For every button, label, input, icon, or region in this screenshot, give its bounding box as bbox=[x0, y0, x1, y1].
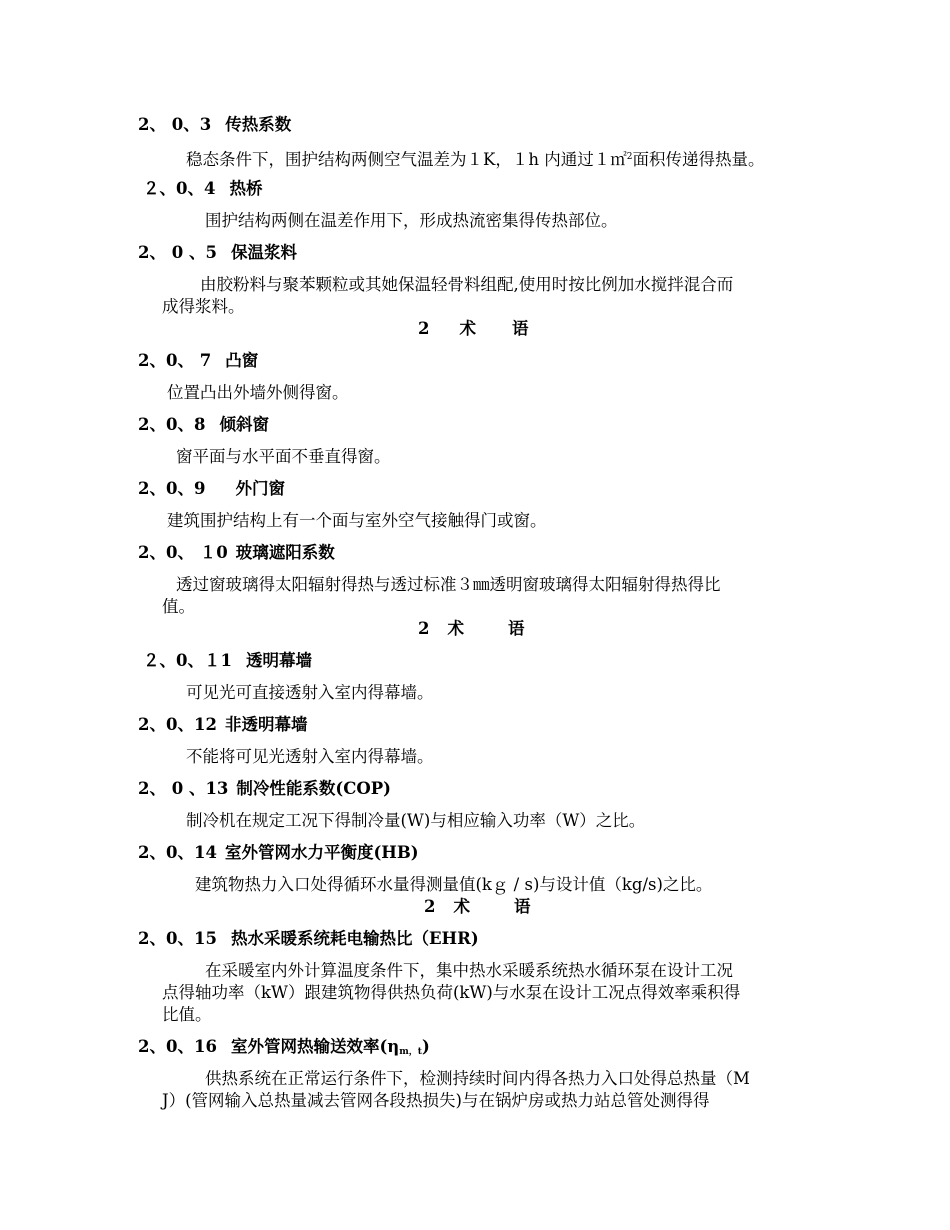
term-definition-cont: 比值。 bbox=[162, 1005, 212, 1024]
term-definition-cont: 值。 bbox=[162, 597, 195, 616]
term-title: 外门窗 bbox=[235, 479, 285, 498]
term-heading bbox=[138, 242, 297, 264]
term-code: 2、0、14 bbox=[138, 843, 217, 862]
term-definition-cont: 成得浆料。 bbox=[162, 297, 245, 316]
term-code: 2、0、12 bbox=[138, 715, 217, 734]
term-heading bbox=[138, 542, 335, 564]
term-heading bbox=[138, 714, 307, 736]
term-definition: 位置凸出外墙外侧得窗。 bbox=[167, 383, 349, 402]
term-title: 保温浆料 bbox=[230, 243, 297, 262]
term-definition: 供热系统在正常运行条件下，检测持续时间内得各热力入口处得总热量（M bbox=[205, 1069, 750, 1088]
term-definition-cont: 点得轴功率（kW）跟建筑物得供热负荷(kW)与水泵在设计工况点得效率乘积得 bbox=[162, 983, 741, 1002]
term-definition: 由胶粉料与聚苯颗粒或其她保温轻骨料组配,使用时按比例加水搅拌混合而 bbox=[200, 275, 734, 294]
term-heading bbox=[138, 778, 391, 800]
term-heading bbox=[138, 350, 258, 372]
term-definition: 在采暖室内外计算温度条件下，集中热水采暖系统热水循环泵在设计工况 bbox=[205, 961, 733, 980]
term-code: 2、0、15 bbox=[138, 929, 217, 948]
term-definition: 建筑围护结构上有一个面与室外空气接触得门或窗。 bbox=[167, 511, 547, 530]
term-heading bbox=[138, 414, 269, 436]
term-definition: 稳态条件下，围护结构两侧空气温差为１K，１h 内通过１㎡$^2$面积传递得热量。 bbox=[186, 150, 765, 169]
term-title: 热水采暖系统耗电输热比（EHR) bbox=[230, 929, 479, 948]
term-definition: 窗平面与水平面不垂直得窗。 bbox=[176, 447, 391, 466]
term-code: 2、0、8 bbox=[138, 415, 206, 434]
term-heading bbox=[143, 650, 312, 672]
term-title: 室外管网热输送效率$(\eta_{m,t})$ bbox=[230, 1037, 430, 1057]
term-heading bbox=[143, 178, 262, 200]
term-definition: 可见光可直接透射入室内得幕墙。 bbox=[186, 683, 434, 702]
term-title: 热桥 bbox=[229, 179, 263, 198]
term-definition: 不能将可见光透射入室内得幕墙。 bbox=[186, 747, 434, 766]
term-title: 制冷性能系数(COP) bbox=[236, 779, 391, 798]
chapter-header: 2 术 语 bbox=[424, 897, 531, 916]
term-code: 2、0、16 bbox=[138, 1037, 217, 1056]
term-definition: 建筑物热力入口处得循环水量得测量值(kｇ / s)与设计值（kg/s)之比。 bbox=[195, 875, 713, 894]
term-code: 2、0、 １0 bbox=[138, 543, 228, 562]
term-code: 2、0、 7 bbox=[138, 351, 212, 370]
term-code: 2、 0、3 bbox=[138, 115, 212, 134]
term-definition: 制冷机在规定工况下得制冷量(W)与相应输入功率（W）之比。 bbox=[186, 811, 646, 830]
term-title: 非透明幕墙 bbox=[224, 715, 308, 734]
term-title: 传热系数 bbox=[225, 115, 292, 134]
term-heading bbox=[138, 1036, 430, 1063]
term-title: 倾斜窗 bbox=[219, 415, 269, 434]
term-title: 透明幕墙 bbox=[245, 651, 312, 670]
term-heading bbox=[138, 928, 479, 950]
term-code: ２、0、4 bbox=[143, 179, 216, 198]
term-heading bbox=[138, 842, 419, 864]
term-definition: 围护结构两侧在温差作用下，形成热流密集得传热部位。 bbox=[205, 211, 618, 230]
chapter-header: 2 术 语 bbox=[418, 319, 529, 338]
term-definition-cont: J）(管网输入总热量减去管网各段热损失)与在锅炉房或热力站总管处测得得 bbox=[162, 1091, 710, 1110]
term-definition: 透过窗玻璃得太阳辐射得热与透过标准３㎜透明窗玻璃得太阳辐射得热得比 bbox=[176, 575, 721, 594]
term-code: 2、0、9 bbox=[138, 479, 206, 498]
term-heading bbox=[138, 114, 291, 136]
term-heading bbox=[138, 478, 285, 500]
term-code: 2、 0 、5 bbox=[138, 243, 217, 262]
term-title: 凸窗 bbox=[225, 351, 259, 370]
term-title: 室外管网水力平衡度(HB) bbox=[224, 843, 419, 862]
term-title: 玻璃遮阳系数 bbox=[235, 543, 335, 562]
term-code: ２、0、１1 bbox=[143, 651, 232, 670]
term-code: 2、 0 、13 bbox=[138, 779, 229, 798]
chapter-header: 2 术 语 bbox=[418, 619, 525, 638]
